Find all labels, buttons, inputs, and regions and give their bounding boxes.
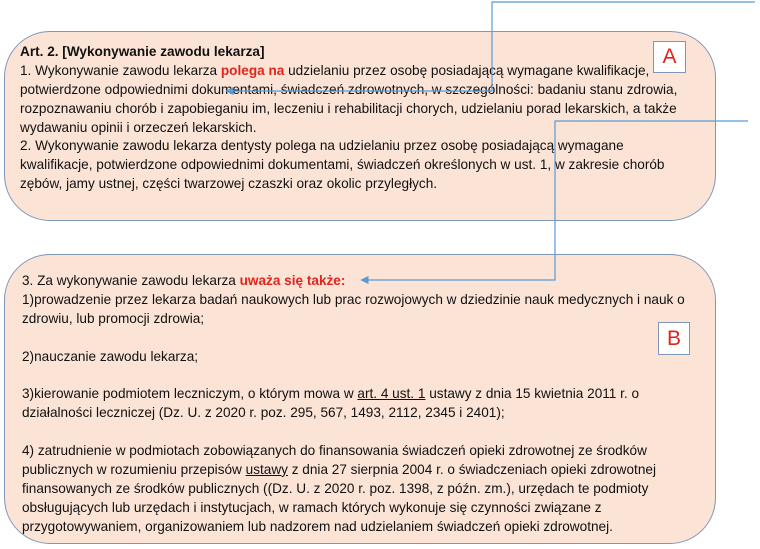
label-b: B (658, 322, 690, 355)
item-4-line-5: przygotowywaniem, organizowaniem lub nadzorem nad udzielaniem świadczeń opieki zdrowotnej. (22, 518, 613, 534)
item-1-line-1: 1)prowadzenie przez lekarza badań naukowych lub prac rozwojowych w dziedzinie nauk medycznych i nauk o (22, 291, 685, 307)
arrow-to-polega-na (227, 2, 755, 91)
intro-before: 3. Za wykonywanie zawodu lekarza (22, 273, 240, 288)
article-heading: Art. 2. [Wykonywanie zawodu lekarza] (20, 44, 265, 59)
item3-before: 3)kierowanie podmiotem leczniczym, o którym mowa w (22, 386, 358, 402)
highlight-uwaza-sie-takze: uważa się także: (239, 273, 346, 288)
item4-before: publicznych w rozumieniu przepisów (22, 461, 246, 477)
link-ustawy[interactable]: ustawy (245, 461, 288, 477)
item-4-line-4: obsługujących lub urzędach i instytucjach, w ramach których wykonuje się czynności związane z (22, 499, 602, 515)
label-a: A (653, 41, 686, 73)
item-4-line-1: 4) zatrudnienie w podmiotach zobowiązanych do finansowania świadczeń opieki zdrowotnej ze środków (22, 443, 647, 459)
text-line: wydawaniu opinii i orzeczeń lekarskich. (20, 119, 257, 135)
p1-after: udzielaniu przez osobę posiadającą wymagane kwalifikacje, (284, 62, 650, 78)
text-line: potwierdzone odpowiednimi dokumentami, świadczeń zdrowotnych, w szczególności: badaniu stanu zdrowia, (20, 81, 678, 97)
arrow-to-uwaza-sie-takze (362, 121, 748, 280)
text-line: 2. Wykonywanie zawodu lekarza dentysty polega na udzielaniu przez osobę posiadającą wymagane (20, 138, 624, 154)
item-2: 2)nauczanie zawodu lekarza; (22, 348, 199, 364)
item4-after: z dnia 27 sierpnia 2004 r. o świadczeniach opieki zdrowotnej (287, 461, 656, 477)
text-line: zębów, jamy ustnej, części twarzowej czaszki oraz okolic przyległych. (20, 176, 438, 192)
highlight-polega-na: polega na (220, 62, 285, 78)
p1-before: 1. Wykonywanie zawodu lekarza (20, 62, 221, 78)
item-4-line-3: finansowanych ze środków publicznych ((Dz. U. z 2020 r. poz. 1398, z późn. zm.), urzędach te podmioty (22, 480, 649, 496)
text-line: kwalifikacje, potwierdzone odpowiednimi dokumentami, świadczeń określonych w ust. 1, w zakresie chorób (20, 157, 665, 173)
item-1-line-2: zdrowiu, lub promocji zdrowia; (22, 310, 205, 326)
item3-after: ustawy z dnia 15 kwietnia 2011 r. o (425, 386, 640, 402)
link-art-4-ust-1[interactable]: art. 4 ust. 1 (357, 386, 426, 402)
item-3-line-2: działalności leczniczej (Dz. U. z 2020 r. poz. 295, 567, 1493, 2112, 2345 i 2401); (22, 405, 505, 421)
text-line: rozpoznawaniu chorób i zapobieganiu im, leczeniu i rehabilitacji chorych, udzielaniu porad lekarskich, a także (20, 100, 677, 116)
